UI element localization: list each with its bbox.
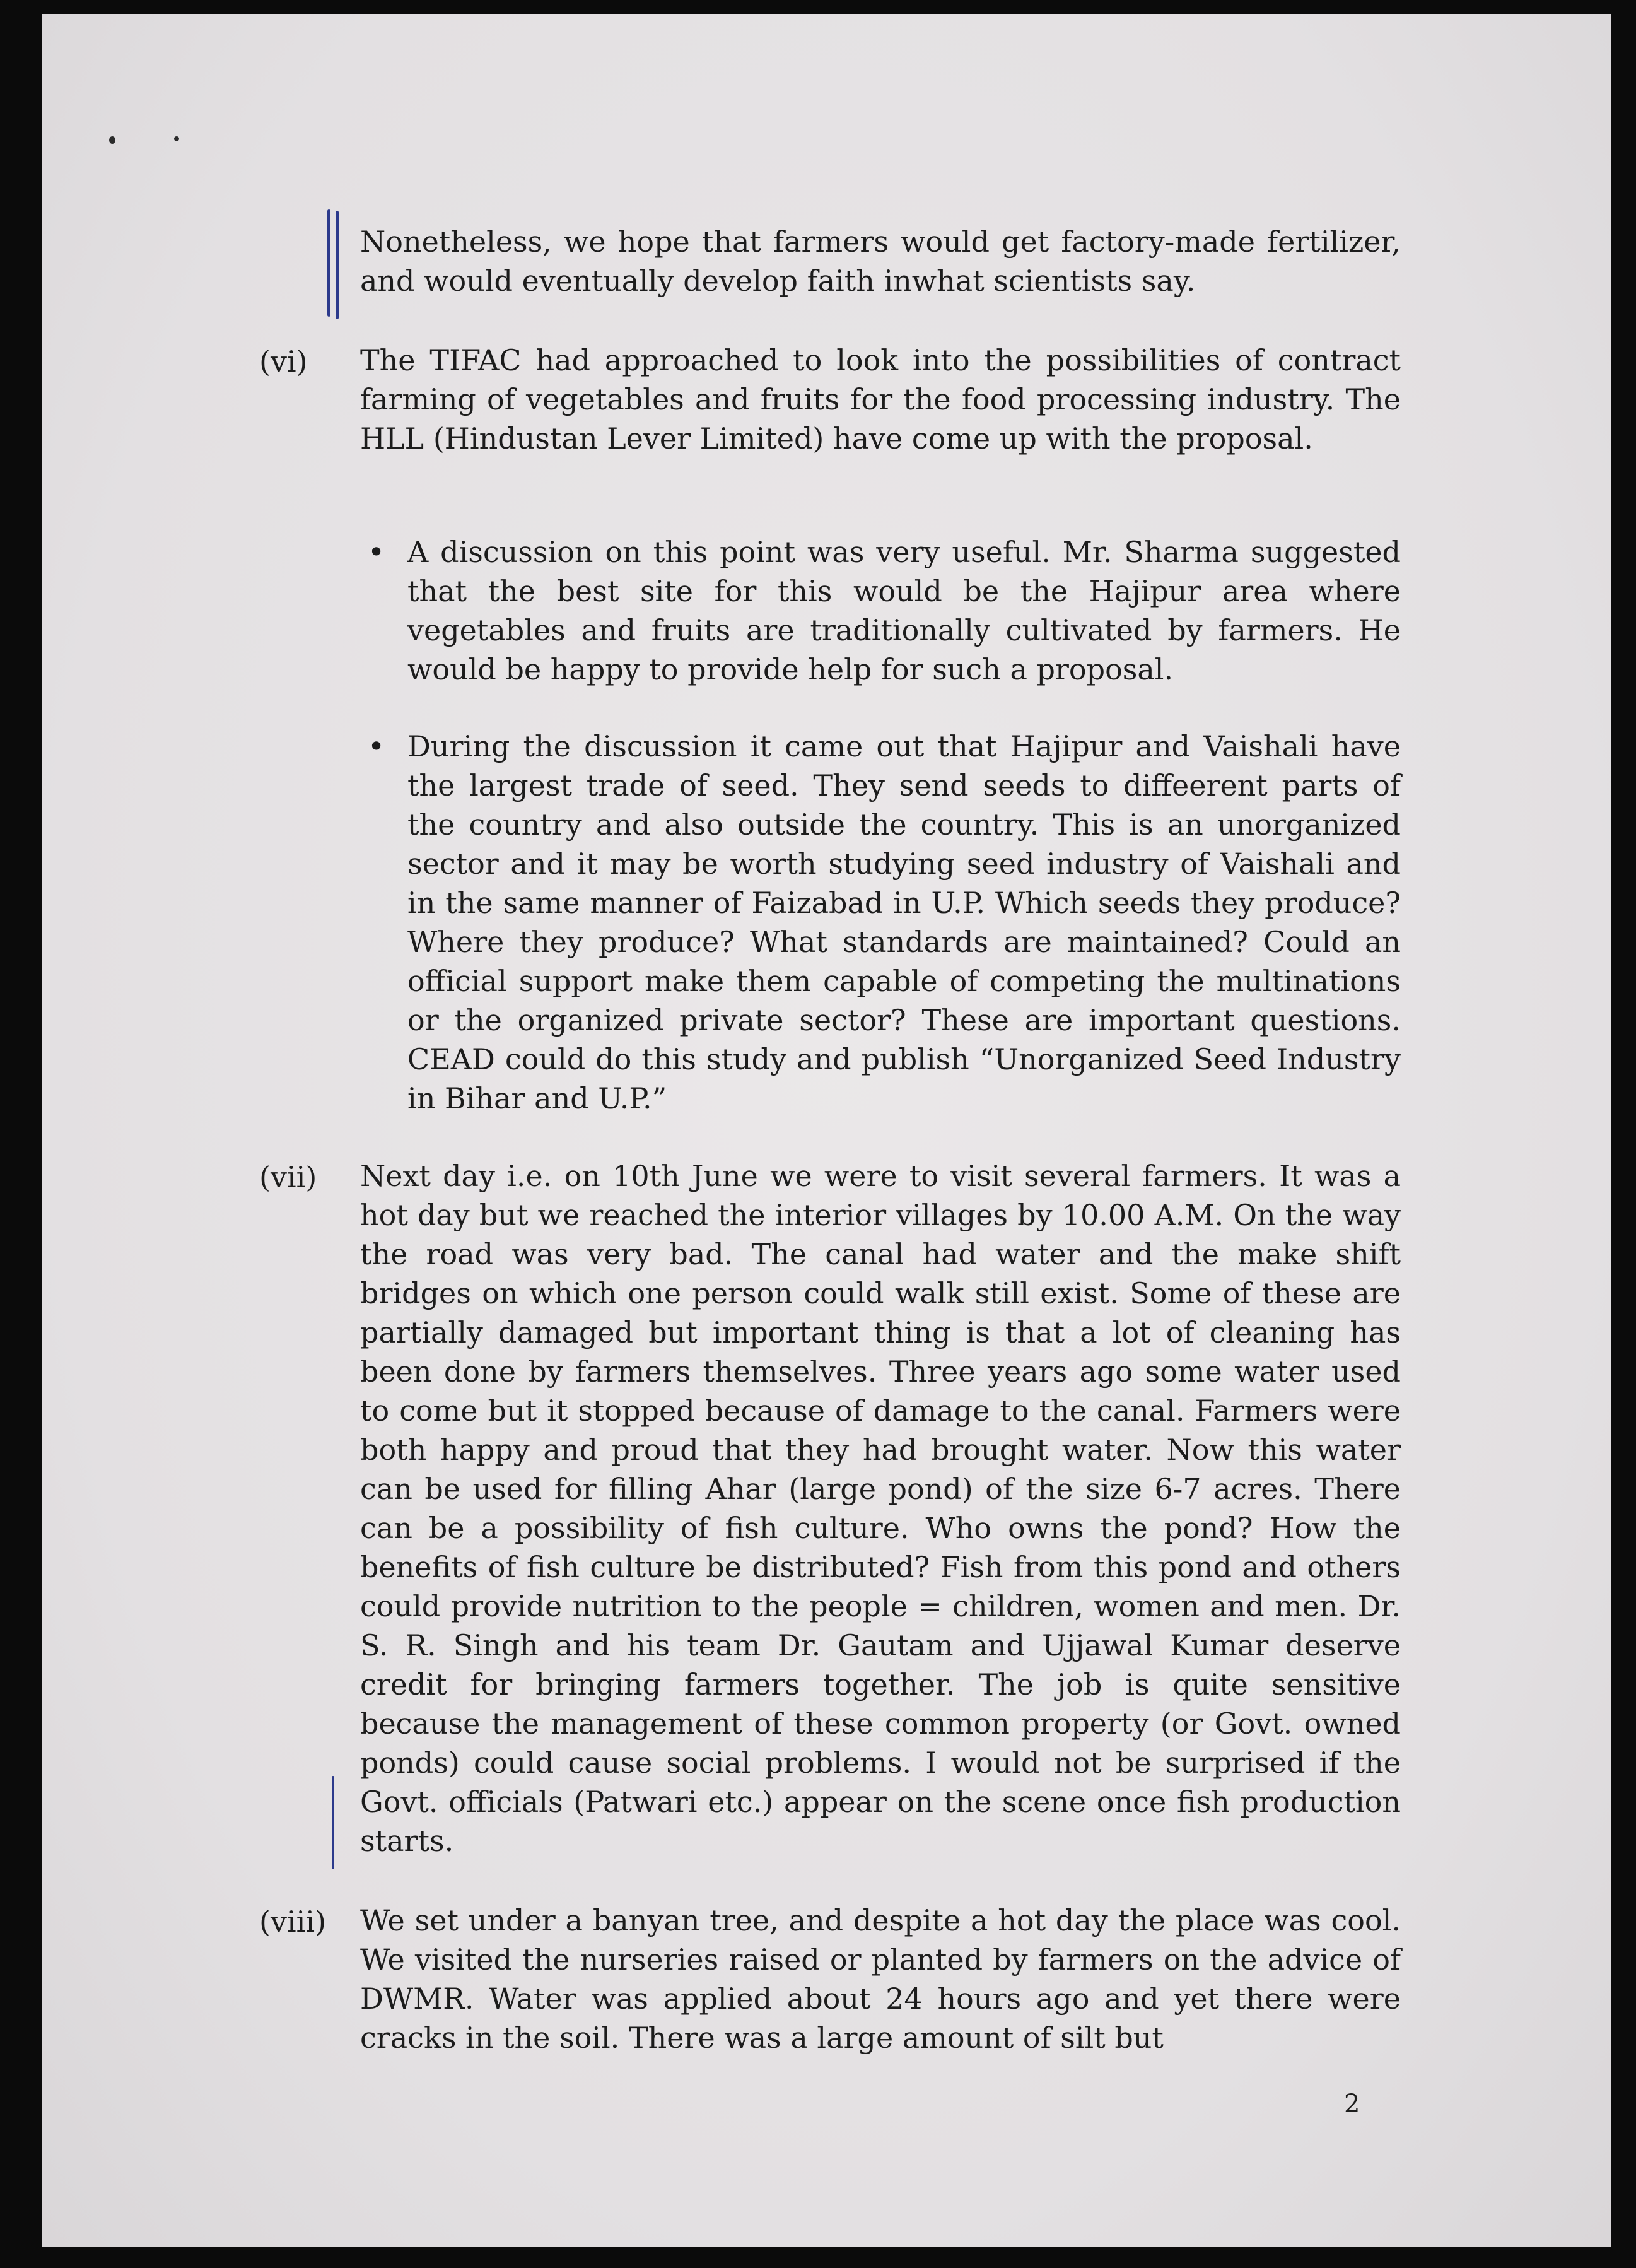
bullet-text: During the discussion it came out that Hajipur and Vaishali have the largest trade of seed. They send seeds to diffeerent parts of the country and also outside the country. This is an unorganized sector and it may be worth studying seed industry of Vaishali and in the same manner of Faizabad in U.P. Which seeds they produce? Where they produce? What standards are maintained? Could an official support make them capable of competing the multinations or the organized private sector? These are important questions. CEAD could do this study and publish “Unorganized Seed Industry in Bihar and U.P.”	[407, 729, 1401, 1115]
section-label-vi: (vi)	[259, 344, 308, 379]
section-label-viii: (viii)	[259, 1905, 327, 1939]
section-label-vii: (vii)	[259, 1160, 317, 1194]
bullet-icon: •	[368, 535, 385, 569]
section-viii-paragraph: We set under a banyan tree, and despite a hot day the place was cool. We visited the nurseries raised or planted by farmers on the advice of DWMR. Water was applied about 24 hours ago and yet there were cracks in the soil. There was a large amount of silt but	[360, 1903, 1401, 2055]
intro-paragraph: Nonetheless, we hope that farmers would get factory-made fertilizer, and would eventually develop faith inwhat scientists say.	[360, 225, 1401, 298]
bullet-icon: •	[368, 729, 385, 763]
page-number: 2	[1344, 2089, 1360, 2118]
section-vii-paragraph: Next day i.e. on 10th June we were to visit several farmers. It was a hot day but we reached the interior villages by 10.00 A.M. On the way the road was very bad. The canal had water and the make shift bridges on which one person could walk still exist. Some of these are partially damaged but important thing is that a lot of cleaning has been done by farmers themselves. Three years ago some water used to come but it stopped because of damage to the canal. Farmers were both happy and proud that they had brought water. Now this water can be used for filling Ahar (large pond) of the size 6-7 acres. There can be a possibility of fish culture. Who owns the pond? How the benefits of fish culture be distributed? Fish from this pond and others could provide nutrition to the people = children, women and men. Dr. S. R. Singh and his team Dr. Gautam and Ujjawal Kumar deserve credit for bringing farmers together. The job is quite sensitive because the management of these common property (or Govt. owned ponds) could cause social problems. I would not be surprised if the Govt. officials (Patwari etc.) appear on the scene once fish production starts.	[360, 1159, 1401, 1858]
document-page	[42, 14, 1611, 2247]
bullet-text: A discussion on this point was very useful. Mr. Sharma suggested that the best site for this would be the Hajipur area where vegetables and fruits are traditionally cultivated by farmers. He would be happy to provide help for such a proposal.	[407, 535, 1401, 686]
section-vi-paragraph: The TIFAC had approached to look into the possibilities of contract farming of vegetables and fruits for the food processing industry. The HLL (Hindustan Lever Limited) have come up with the proposal.	[360, 343, 1401, 455]
document-body	[42, 14, 1611, 2247]
